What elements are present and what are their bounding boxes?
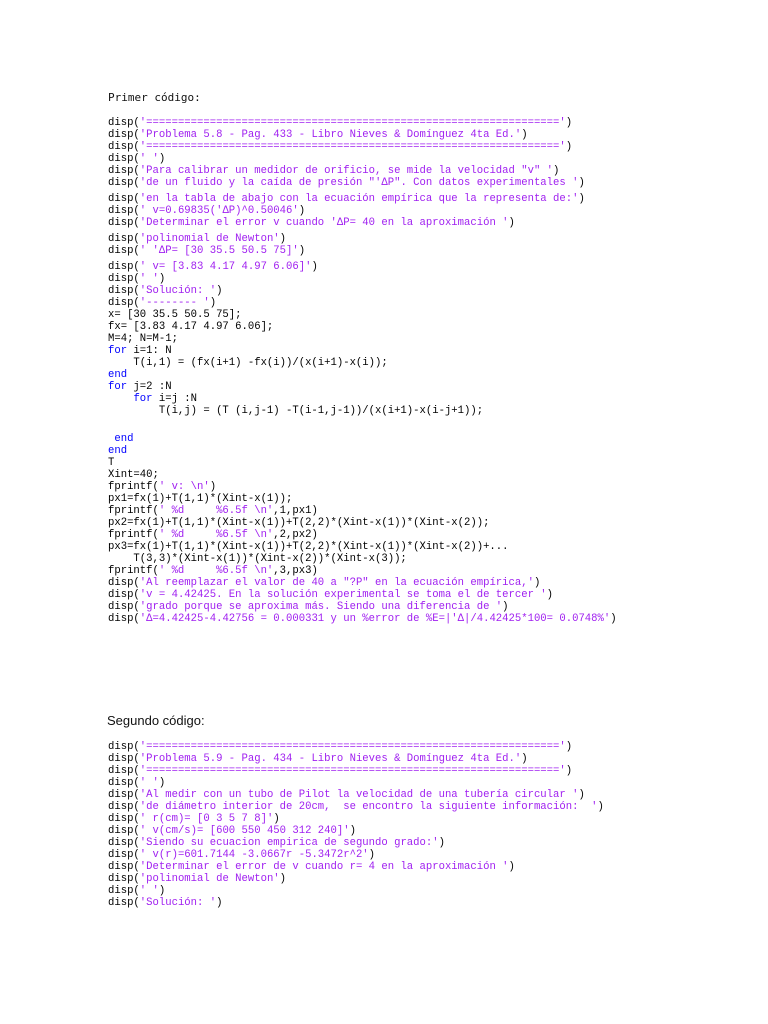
first-code-listing bbox=[108, 117, 617, 629]
code-text: disp( bbox=[108, 245, 140, 257]
code-text: ) bbox=[298, 205, 306, 217]
keyword: for bbox=[108, 381, 128, 393]
code-line bbox=[108, 345, 617, 357]
string-literal: ' ' bbox=[139, 777, 159, 789]
code-text: disp( bbox=[108, 613, 140, 625]
code-text: disp( bbox=[108, 837, 140, 849]
string-literal: ' ' bbox=[139, 153, 159, 165]
code-text: Xint=40; bbox=[108, 469, 159, 481]
code-text: disp( bbox=[108, 233, 140, 245]
second-code-listing bbox=[108, 741, 604, 909]
string-literal: 'Al medir con un tubo de Pilot la velocidad de una tubería circular ' bbox=[139, 789, 579, 801]
code-text: ) bbox=[610, 613, 617, 625]
code-text: fx= [3.83 4.17 4.97 6.06]; bbox=[108, 321, 274, 333]
code-text: disp( bbox=[108, 741, 140, 753]
code-line bbox=[108, 217, 617, 233]
code-text: ) bbox=[578, 789, 585, 801]
code-line bbox=[108, 129, 617, 141]
string-literal: 'Siendo su ecuacion empirica de segundo grado:' bbox=[139, 837, 439, 849]
code-line bbox=[108, 553, 617, 565]
string-literal: '=================================================================' bbox=[139, 117, 566, 129]
code-text: ) bbox=[578, 177, 585, 189]
code-line bbox=[108, 165, 617, 177]
code-text: disp( bbox=[108, 885, 140, 897]
code-line bbox=[108, 529, 617, 541]
code-line bbox=[108, 193, 617, 205]
string-literal: '-------- ' bbox=[139, 297, 210, 309]
string-literal: ' v= [3.83 4.17 4.97 6.06]' bbox=[139, 261, 312, 273]
code-line bbox=[108, 405, 617, 417]
code-line bbox=[108, 309, 617, 321]
code-line bbox=[108, 837, 604, 849]
string-literal: ' v(r)=601.7144 -3.0667r -5.3472r^2' bbox=[139, 849, 369, 861]
keyword: end bbox=[108, 445, 128, 457]
keyword: for bbox=[108, 345, 128, 357]
string-literal: 'grado porque se aproxima más. Siendo una diferencia de ' bbox=[139, 601, 503, 613]
code-text: x= [30 35.5 50.5 75]; bbox=[108, 309, 242, 321]
code-text: i=1: N bbox=[127, 345, 172, 357]
code-text: disp( bbox=[108, 825, 140, 837]
code-text: disp( bbox=[108, 601, 140, 613]
code-text: ) bbox=[533, 577, 541, 589]
code-text: ) bbox=[209, 297, 217, 309]
code-line bbox=[108, 433, 617, 445]
code-text: ) bbox=[508, 217, 515, 229]
code-line bbox=[108, 233, 617, 245]
code-line bbox=[108, 445, 617, 457]
code-text: px1=fx(1)+T(1,1)*(Xint-x(1)); bbox=[108, 493, 293, 505]
code-line bbox=[108, 273, 617, 285]
string-literal: 'Problema 5.9 - Pag. 434 - Libro Nieves & Domínguez 4ta Ed.' bbox=[139, 753, 522, 765]
code-line bbox=[108, 381, 617, 393]
code-text: disp( bbox=[108, 897, 140, 909]
string-literal: ' v(cm/s)= [600 550 450 312 240]' bbox=[139, 825, 350, 837]
code-line bbox=[108, 517, 617, 529]
code-text: px2=fx(1)+T(1,1)*(Xint-x(1))+T(2,2)*(Xint-x(1))*(Xint-x(2)); bbox=[108, 517, 490, 529]
string-literal: ' %d %6.5f \n' bbox=[158, 505, 274, 517]
code-text bbox=[108, 393, 133, 405]
code-text: ) bbox=[578, 193, 585, 205]
code-line bbox=[108, 589, 617, 601]
code-text: ,1,px1) bbox=[273, 505, 318, 517]
code-text: disp( bbox=[108, 261, 140, 273]
code-text: disp( bbox=[108, 297, 140, 309]
string-literal: 'polinomial de Newton' bbox=[139, 233, 280, 245]
code-text: M=4; N=M-1; bbox=[108, 333, 178, 345]
code-text: T bbox=[108, 457, 115, 469]
code-text: ) bbox=[508, 861, 515, 873]
code-line bbox=[108, 457, 617, 469]
string-literal: 'v = 4.42425. En la solución experimental se toma el de tercer ' bbox=[139, 589, 547, 601]
code-line bbox=[108, 153, 617, 165]
code-text: ) bbox=[216, 897, 223, 909]
code-line bbox=[108, 177, 617, 193]
code-text: disp( bbox=[108, 117, 140, 129]
string-literal: ' %d %6.5f \n' bbox=[158, 565, 274, 577]
code-text: ) bbox=[565, 765, 573, 777]
code-text: j=2 :N bbox=[127, 381, 172, 393]
string-literal: '=================================================================' bbox=[139, 141, 566, 153]
string-literal: 'de un fluido y la caída de presión "'ΔP". Con datos experimentales ' bbox=[139, 177, 579, 189]
first-code-heading: Primer código: bbox=[108, 91, 201, 104]
code-text: ) bbox=[158, 885, 166, 897]
string-literal: '=================================================================' bbox=[139, 741, 566, 753]
code-text: ) bbox=[521, 129, 528, 141]
code-line bbox=[108, 897, 604, 909]
code-line bbox=[108, 321, 617, 333]
string-literal: 'Solución: ' bbox=[139, 285, 217, 297]
code-text: disp( bbox=[108, 777, 140, 789]
code-line bbox=[108, 417, 617, 433]
code-line bbox=[108, 777, 604, 789]
code-text: disp( bbox=[108, 849, 140, 861]
string-literal: 'Para calibrar un medidor de orificio, se mide la velocidad "v" ' bbox=[139, 165, 554, 177]
string-literal: 'Δ=4.42425-4.42756 = 0.000331 y un %error de %E=|'Δ|/4.42425*100= 0.0748%' bbox=[139, 613, 611, 625]
code-line bbox=[108, 577, 617, 589]
code-line bbox=[108, 601, 617, 613]
string-literal: 'Determinar el error de v cuando r= 4 en la aproximación ' bbox=[139, 861, 509, 873]
code-text: T(i,j) = (T (i,j-1) -T(i-1,j-1))/(x(i+1)-x(i-j+1)); bbox=[108, 405, 484, 417]
code-text: ) bbox=[502, 601, 509, 613]
code-line bbox=[108, 741, 604, 753]
string-literal: 'Determinar el error v cuando 'ΔP= 40 en la aproximación ' bbox=[139, 217, 509, 229]
code-text: disp( bbox=[108, 165, 140, 177]
code-text: disp( bbox=[108, 285, 140, 297]
code-line bbox=[108, 493, 617, 505]
code-text: ) bbox=[546, 589, 554, 601]
string-literal: ' v: \n' bbox=[158, 481, 210, 493]
code-text: ) bbox=[209, 481, 217, 493]
string-literal: 'Al reemplazar el valor de 40 a "?P" en la ecuación empírica,' bbox=[139, 577, 534, 589]
code-text: disp( bbox=[108, 801, 140, 813]
code-line bbox=[108, 885, 604, 897]
code-text: disp( bbox=[108, 193, 140, 205]
code-text: disp( bbox=[108, 577, 140, 589]
code-text: ) bbox=[368, 849, 376, 861]
code-line bbox=[108, 505, 617, 517]
string-literal: ' ' bbox=[139, 885, 159, 897]
code-text: fprintf( bbox=[108, 505, 159, 517]
code-text: ) bbox=[565, 117, 573, 129]
code-text: ) bbox=[597, 801, 604, 813]
code-line bbox=[108, 813, 604, 825]
string-literal: ' r(cm)= [0 3 5 7 8]' bbox=[139, 813, 274, 825]
code-line bbox=[108, 369, 617, 381]
code-line bbox=[108, 801, 604, 813]
string-literal: '=================================================================' bbox=[139, 765, 566, 777]
second-code-heading: Segundo código: bbox=[107, 713, 205, 728]
keyword: end bbox=[114, 433, 134, 445]
code-text: disp( bbox=[108, 813, 140, 825]
code-line bbox=[108, 789, 604, 801]
code-text: ) bbox=[349, 825, 356, 837]
code-text: disp( bbox=[108, 589, 140, 601]
code-line bbox=[108, 141, 617, 153]
code-line bbox=[108, 117, 617, 129]
code-text: fprintf( bbox=[108, 481, 159, 493]
string-literal: ' v=0.69835('ΔP)^0.50046' bbox=[139, 205, 299, 217]
code-text: ) bbox=[298, 245, 306, 257]
string-literal: ' 'ΔP= [30 35.5 50.5 75]' bbox=[139, 245, 299, 257]
code-text: ) bbox=[521, 753, 528, 765]
code-text: ,2,px2) bbox=[273, 529, 318, 541]
code-text: disp( bbox=[108, 177, 140, 189]
code-text: ) bbox=[216, 285, 223, 297]
code-line bbox=[108, 565, 617, 577]
code-line bbox=[108, 765, 604, 777]
code-line bbox=[108, 393, 617, 405]
code-text: ) bbox=[565, 141, 573, 153]
code-text: ) bbox=[438, 837, 445, 849]
code-text: disp( bbox=[108, 205, 140, 217]
code-line bbox=[108, 849, 604, 861]
code-text: ) bbox=[553, 165, 560, 177]
code-text: ) bbox=[279, 873, 287, 885]
string-literal: 'en la tabla de abajo con la ecuación empírica que la representa de:' bbox=[139, 193, 579, 205]
code-line bbox=[108, 861, 604, 873]
code-line bbox=[108, 245, 617, 261]
code-text: disp( bbox=[108, 873, 140, 885]
code-text: ) bbox=[273, 813, 280, 825]
code-text: disp( bbox=[108, 273, 140, 285]
code-line bbox=[108, 873, 604, 885]
string-literal: ' %d %6.5f \n' bbox=[158, 529, 274, 541]
code-text: ) bbox=[158, 153, 166, 165]
code-text: i=j :N bbox=[152, 393, 198, 405]
string-literal: 'polinomial de Newton' bbox=[139, 873, 280, 885]
code-text: fprintf( bbox=[108, 529, 159, 541]
string-literal: ' ' bbox=[139, 273, 159, 285]
code-line bbox=[108, 205, 617, 217]
code-text: T(i,1) = (fx(i+1) -fx(i))/(x(i+1)-x(i)); bbox=[108, 357, 388, 369]
code-line bbox=[108, 469, 617, 481]
code-text: disp( bbox=[108, 129, 140, 141]
code-line bbox=[108, 613, 617, 629]
code-text: ,3,px3) bbox=[273, 565, 318, 577]
code-line bbox=[108, 825, 604, 837]
string-literal: 'de diámetro interior de 20cm, se encontro la siguiente información: ' bbox=[139, 801, 598, 813]
code-line bbox=[108, 261, 617, 273]
keyword: for bbox=[133, 393, 153, 405]
code-text: disp( bbox=[108, 861, 140, 873]
code-text: disp( bbox=[108, 789, 140, 801]
code-text: px3=fx(1)+T(1,1)*(Xint-x(1))+T(2,2)*(Xint-x(1))*(Xint-x(2))+... bbox=[108, 541, 509, 553]
code-text: disp( bbox=[108, 765, 140, 777]
code-text: disp( bbox=[108, 141, 140, 153]
code-line bbox=[108, 357, 617, 369]
code-line bbox=[108, 297, 617, 309]
code-text: ) bbox=[158, 273, 166, 285]
code-line bbox=[108, 481, 617, 493]
code-text: fprintf( bbox=[108, 565, 159, 577]
code-line bbox=[108, 333, 617, 345]
code-text: ) bbox=[565, 741, 573, 753]
keyword: end bbox=[108, 369, 128, 381]
code-text: ) bbox=[279, 233, 287, 245]
code-text: T(3,3)*(Xint-x(1))*(Xint-x(2))*(Xint-x(3)); bbox=[108, 553, 407, 565]
code-text: disp( bbox=[108, 217, 140, 229]
code-text: disp( bbox=[108, 753, 140, 765]
code-text: ) bbox=[158, 777, 166, 789]
string-literal: 'Problema 5.8 - Pag. 433 - Libro Nieves & Domínguez 4ta Ed.' bbox=[139, 129, 522, 141]
code-line bbox=[108, 541, 617, 553]
code-text: disp( bbox=[108, 153, 140, 165]
code-line bbox=[108, 285, 617, 297]
code-text: ) bbox=[311, 261, 318, 273]
string-literal: 'Solución: ' bbox=[139, 897, 217, 909]
code-line bbox=[108, 753, 604, 765]
